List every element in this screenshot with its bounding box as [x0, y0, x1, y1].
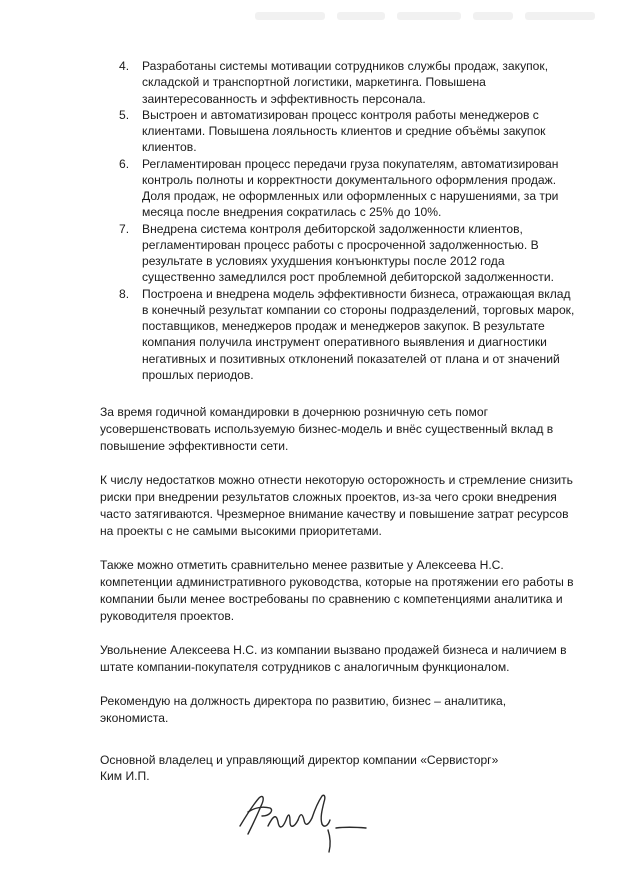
list-item-number: 5. [119, 107, 130, 122]
list-item-text: Разработаны системы мотивации сотрудников службы продаж, закупок, складской и транспортной логистики, маркетинга. Повышена заинтересованность и эффективность персонала. [142, 59, 549, 106]
signer-position: Основной владелец и управляющий директор компании «Сервисторг» [100, 753, 499, 767]
list-item-number: 8. [119, 286, 130, 301]
list-item [100, 156, 580, 221]
list-item [100, 286, 580, 384]
list-item-number: 4. [119, 59, 130, 73]
achievements-list [100, 58, 580, 383]
body-paragraphs [100, 404, 576, 727]
paragraph-business-trip: За время годичной командировки в дочернюю розничную сеть помог усовершенствовать используемую бизнес-модель и внёс существенный вклад в повышение эффективности сети. [100, 405, 554, 453]
list-item-text: Выстроен и автоматизирован процесс контроля работы менеджеров с клиентами. Повышена лояльность клиентов и средние объёмы закупок клиентов. [142, 107, 546, 155]
list-item-text: Регламентирован процесс передачи груза покупателям, автоматизирован контроль полноты и корректности документального оформления продаж. Доля продаж, не оформленных или оформленных с нарушениями, за три месяца после внедрения сократилась с 25% до 10%. [142, 156, 559, 220]
handwritten-signature [232, 782, 382, 860]
list-item [100, 221, 580, 286]
scan-bleed-mark [255, 6, 595, 24]
list-item-text: Построена и внедрена модель эффективности бизнеса, отражающая вклад в конечный результат компании со стороны подразделений, торговых марок, поставщиков, менеджеров продаж и менеджеров закупок. В результате компания получила инструмент оперативного выявления и диагностики негативных и позитивных отклонений показателей от плана и от значений прошлых периодов. [142, 286, 575, 382]
list-item [100, 58, 580, 107]
paragraph-shortcomings: К числу недостатков можно отнести некоторую осторожность и стремление снизить риски при внедрении результатов сложных проектов, из-за чего сроки внедрения часто затягиваются. Чрезмерное внимание качеству и повышение затрат ресурсов на проекты с не самыми высокими приоритетами. [100, 473, 573, 538]
list-item-number: 6. [119, 156, 130, 171]
signature-block [100, 752, 576, 784]
list-item-text: Внедрена система контроля дебиторской задолженности клиентов, регламентирован процесс работы с просроченной задолженностью. В результате в условиях ухудшения конъюнктуры после 2012 года существенно замедлился рост проблемной дебиторской задолженности. [142, 221, 554, 285]
list-item [100, 107, 580, 156]
paragraph-competencies: Также можно отметить сравнительно менее развитые у Алексеева Н.С. компетенции административного руководства, которые на протяжении его работы в компании были менее востребованы по сравнению с компетенциями аналитика и руководителя проектов. [100, 558, 574, 623]
list-item-number: 7. [119, 221, 130, 236]
paragraph-dismissal-reason: Увольнение Алексеева Н.С. из компании вызвано продажей бизнеса и наличием в штате компании-покупателя сотрудников с аналогичным функционалом. [100, 643, 567, 674]
signer-name: Ким И.П. [100, 769, 150, 783]
paragraph-recommendation: Рекомендую на должность директора по развитию, бизнес – аналитика, экономиста. [100, 694, 507, 725]
